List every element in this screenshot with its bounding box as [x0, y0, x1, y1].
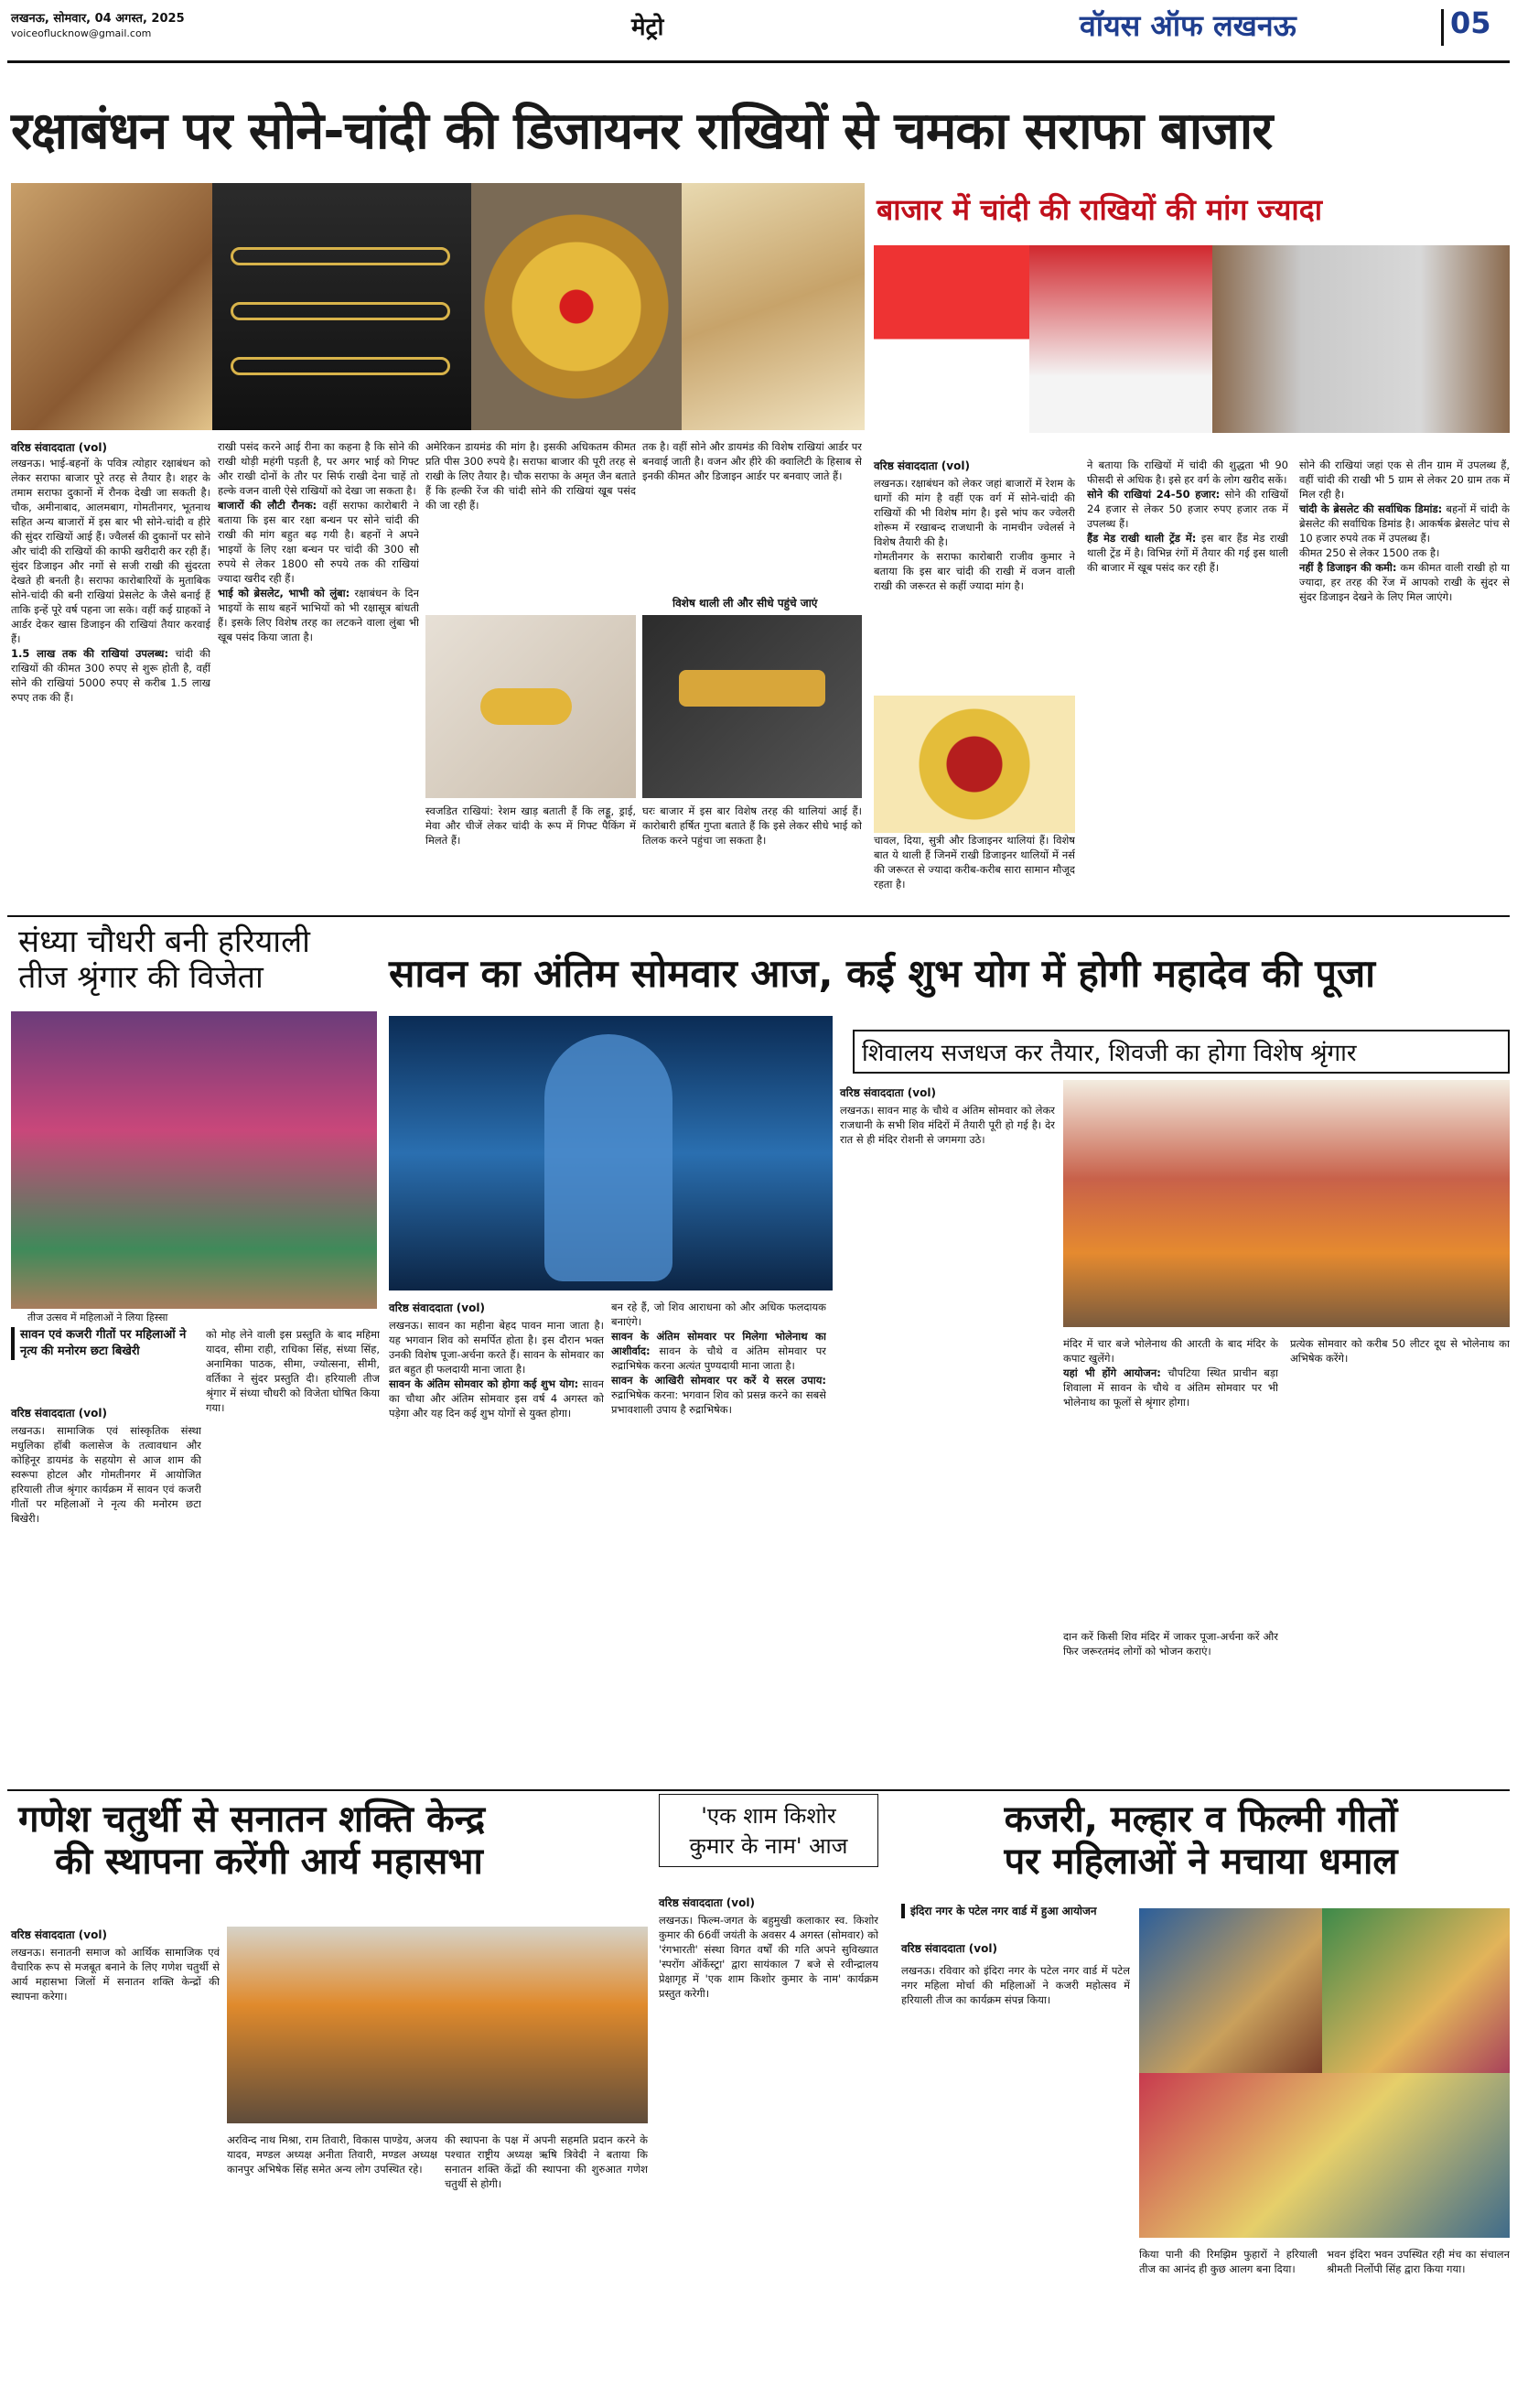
story1-col3: अमेरिकन डायमंड की मांग है। इसकी अधिकतम कीमत प्रति पीस 300 रुपये है। सराफा बाजार की पूरी तरह से राखी के लिए तैयार है। चौक सराफा के अमृत जैन बताते हैं कि हल्की रेंज की चांदी सोने की राखियां खूब पसंद की जा रही हैं।	[425, 440, 636, 512]
story3-headline: संध्या चौधरी बनी हरियाली तीज श्रृंगार की विजेता	[18, 923, 310, 997]
story1-caption-plate: घरः बाजार में इस बार विशेष तरह की थालियां आई हैं। कारोबारी हर्षित गुप्ता बताते हैं कि इसे लेकर सीधे भाई को तिलक करने पहुंचा जा सकता है।	[642, 804, 862, 847]
story3-photo-caption: तीज उत्सव में महिलाओं ने लिया हिस्सा	[27, 1312, 168, 1323]
story2-col2: चावल, दिया, सुत्री और डिजाइनर थालियां हैं। विशेष बात ये थाली हैं जिनमें राखी डिजाइनर थालियों में नर्स की जरूरत से ज्यादा करीब-करीब सारा सामान मौजूद रहता है।	[874, 834, 1075, 891]
story6-col1: लखनऊ। सनातनी समाज को आर्थिक सामाजिक एवं वैचारिक रूप से मजबूत बनाने के लिए गणेश चतुर्थी से आर्य महासभा जिलों में सनातन शक्ति केन्द्रों की स्थापना करेगा।	[11, 1946, 220, 2003]
story1-col2: राखी पसंद करने आई रीना का कहना है कि सोने की राखी थोड़ी महंगी पड़ती है, पर अगर भाई को गिफ्ट और राखी दोनों के तौर पर सिर्फ राखी देना चाहें तो हल्के वजन वाली ऐसे राखियों को देखा जा सकता है। बाजारों की लौटी रौनक: वहीं सराफा कारोबारी ने बताया कि इस बार रक्षा बन्धन पर सोने चांदी की राखी की मांग बहुत बढ़ गयी है। बहनों ने अपने भाइयों के लिए रक्षा बन्धन पर चांदी की 300 सौ रुपये से लेकर 1800 सौ रुपये तक की राखियां ज्यादा खरीद रही हैं। भाई को ब्रेसलेट, भाभी को लुंबा: रक्षाबंधन के दिन भाइयों के साथ बहनें भाभियों को भी रक्षासूत्र बांधती हैं। इसके लिए विशेष तरह का लटकने वाला लुंबा भी खूब पसंद किया जाता है।	[218, 440, 419, 643]
photo-gold-bracelet-wrist	[11, 183, 212, 430]
story3-col2: को मोह लेने वाली इस प्रस्तुति के बाद महिमा यादव, सीमा राही, राधिका सिंह, संध्या सिंह, अनामिका पाठक, सीमा, ज्योत्सना, सीमी, वर्तिका ने सुंदर प्रस्तुति दी। हरियाली तीज श्रृंगार में संध्या चौधरी को विजेता घोषित किया गया।	[206, 1328, 380, 1414]
photo-rakhi-thali	[642, 615, 862, 798]
story1-col4-sub: विशेष थाली ली और सीधे पहुंचे जाएं	[672, 597, 818, 610]
story3-byline: वरिष्ठ संवाददाता (vol)	[11, 1407, 107, 1420]
story1-col4: तक है। वहीं सोने और डायमंड की विशेष राखियां आर्डर पर बनवाई जाती है। वजन और हीरे की क्वालिटी के हिसाब से इनकी कीमत और डिजाइन आर्डर पर बनवाए जाते हैं।	[642, 440, 862, 482]
story1-byline: वरिष्ठ संवाददाता (vol)	[11, 441, 107, 454]
story7-byline: वरिष्ठ संवाददाता (vol)	[659, 1896, 755, 1909]
photo-shiva	[389, 1016, 833, 1290]
page-number: 05	[1450, 5, 1491, 40]
photo-jewellery-display	[682, 183, 865, 430]
story3-kicker: सावन एवं कजरी गीतों पर महिलाओं ने नृत्य की मनोरम छटा बिखेरी	[11, 1327, 203, 1360]
story5-headline: शिवालय सजधज कर तैयार, शिवजी का होगा विशेष श्रृंगार	[853, 1030, 1510, 1074]
story2-byline: वरिष्ठ संवाददाता (vol)	[874, 459, 970, 472]
story3-col1: लखनऊ। सामाजिक एवं सांस्कृतिक संस्था मधुलिका हॉबी कलासेज के तत्वावधान और कोहिनूर डायमंड के सहयोग से आज शाम की स्वरूपा होटल और गोमतीनगर में आयोजित हरियाली तीज श्रृंगार कार्यक्रम में सावन एवं कजरी गीतों पर महिलाओं ने नृत्य की मनोरम छटा बिखेरी।	[11, 1424, 201, 1525]
masthead-section: मेट्रो	[631, 14, 664, 41]
photo-rakhi-on-pebbles	[425, 615, 636, 798]
story6-col3: की स्थापना के पक्ष में अपनी सहमति प्रदान करने के पश्चात राष्ट्रीय अध्यक्ष ऋषि त्रिवेदी ने बताया कि सनातन शक्ति केंद्रों की स्थापना की शुरुआत गणेश चतुर्थी से होगी।	[445, 2133, 648, 2190]
story5-col4: प्रत्येक सोमवार को करीब 50 लीटर दूध से भोलेनाथ का अभिषेक करेंगे।	[1290, 1337, 1510, 1365]
story5-col1: लखनऊ। सावन माह के चौथे व अंतिम सोमवार को लेकर राजधानी के सभी शिव मंदिरों में तैयारी पूरी हो गई है। देर रात से ही मंदिर रोशनी से जगमगा उठे।	[840, 1104, 1055, 1146]
story4-byline: वरिष्ठ संवाददाता (vol)	[389, 1301, 485, 1314]
story6-col2: अरविन्द नाथ मिश्रा, राम तिवारी, विकास पाण्डेय, अजय यादव, मण्डल अध्यक्ष अनीता तिवारी, मण्डल अध्यक्ष कानपुर अभिषेक सिंह समेत अन्य लोग उपस्थित रहे।	[227, 2133, 437, 2176]
story8-byline: वरिष्ठ संवाददाता (vol)	[901, 1942, 997, 1955]
photo-silver-rakhis-3	[1212, 245, 1510, 433]
story8-headline: कजरी, मल्हार व फिल्मी गीतों पर महिलाओं ने मचाया धमाल	[1004, 1798, 1398, 1883]
masthead-date: लखनऊ, सोमवार, 04 अगस्त, 2025	[11, 12, 185, 26]
gold-rakhi-shape	[231, 302, 450, 320]
rakhi-om-shape	[480, 688, 572, 725]
story8-col1: लखनऊ। रविवार को इंदिरा नगर के पटेल नगर वार्ड में पटेल नगर महिला मोर्चा की महिलाओं ने कजरी महोत्सव में हरियाली तीज का कार्यक्रम संपन्न किया।	[901, 1964, 1130, 2006]
story1-col1: लखनऊ। भाई-बहनों के पवित्र त्योहार रक्षाबंधन को लेकर सराफा बाजार पूरे तरह से तैयार है। शहर के तमाम सराफा दुकानों में रौनक देखी जा सकती है। चौक, अमीनाबाद, आलमबाग, गोमतीनगर, भूतनाथ सहित अन्य बाजारों में इस बार भी सोने-चांदी व हीरे की सुंदर राखियों आई हैं। ज्वैलर्स की दुकानों पर सोने और चांदी की राखियों की काफी खरीदारी कर रही हैं। सुंदर डिजाइन और नगों से सजी राखी की सुंदरता देखते ही बनती है। सराफा कारोबारियों के मुताबिक सोने-चांदी की बनी राखियां प्रेसलेट के जैसे बनाई हैं ताकि इन्हें पूरे वर्ष पहना जा सके। वहीं कई ग्राहकों ने आर्डर देकर खास डिजाइन की राखियां तैयार करवाई हैं। 1.5 लाख तक की राखियां उपलब्ध: चांदी की राखियों की कीमत 300 रुपए से शुरू होती है, वहीं सोने की राखियां 5000 रुपए से करीब 1.5 लाख रुपए तक की हैं।	[11, 457, 210, 704]
story2-headline: बाजार में चांदी की राखियों की मांग ज्यादा	[877, 192, 1322, 227]
section-rule	[7, 1789, 1510, 1791]
photo-thali-red	[874, 696, 1075, 833]
story6-headline: गणेश चतुर्थी से सनातन शक्ति केन्द्र की स्थापना करेंगी आर्य महासभा	[18, 1798, 486, 1883]
masthead-email: voiceoflucknow@gmail.com	[11, 27, 152, 39]
masthead-rule	[7, 60, 1510, 63]
story2-col1: लखनऊ। रक्षाबंधन को लेकर जहां बाजारों में रेशम के धागों की मांग है वहीं एक वर्ग में सोने-चांदी की राखियों की भी विशेष मांग है। इसे भांप कर ज्वेलरी शोरूम में रखाबन्द राजधानी के नामचीन ज्वेलर्स ने विशेष तैयारी की है। गोमतीनगर के सराफा कारोबारी राजीव कुमार ने बताया कि इस बार चांदी की राखी में वजन वाली राखी की जरूरत से कहीं ज्यादा मांग है।	[874, 477, 1075, 592]
gold-rakhi-shape	[231, 357, 450, 375]
photo-teej-group	[11, 1011, 377, 1309]
story4-col2: बन रहे हैं, जो शिव आराधना को और अधिक फलदायक बनाएंगे। सावन के अंतिम सोमवार पर मिलेगा भोलेनाथ का आशीर्वाद: सावन के चौथे व अंतिम सोमवार पर रुद्राभिषेक करना अत्यंत पुण्यदायी माना जाता है। सावन के आखिरी सोमवार पर करें ये सरल उपाय: रुद्राभिषेक करना: भगवान शिव को प्रसन्न करने का सबसे प्रभावशाली उपाय है रुद्राभिषेक।	[611, 1301, 826, 1416]
gold-rakhi-shape	[231, 247, 450, 265]
story8-col2: किया पानी की रिमझिम फुहारों ने हरियाली तीज का आनंद ही कुछ आलग बना दिया।	[1139, 2248, 1318, 2275]
masthead-paper-name: वॉयस ऑफ लखनऊ	[1080, 8, 1296, 43]
story7-col1: लखनऊ। फिल्म-जगत के बहुमुखी कलाकार स्व. किशोर कुमार की 66वीं जयंती के अवसर 4 अगस्त (सोमवार) को 'रंगभारती' संस्था विगत वर्षों की गति अपने सुविख्यात 'स्परोंग ऑर्केस्ट्रा' द्वारा सायंकाल 7 बजे से रवीन्द्रालय प्रेक्षागृह में 'एक शाम किशोर कुमार के नाम' कार्यक्रम प्रस्तुत करेगी।	[659, 1914, 878, 2000]
story5-col3: मंदिर में चार बजे भोलेनाथ की आरती के बाद मंदिर के कपाट खुलेंगे। यहां भी होंगे आयोजन: चौपटिया स्थित प्राचीन बड़ा शिवाला में सावन के चौथे व अंतिम सोमवार पर भी भोलेनाथ का फूलों से श्रृंगार होगा।	[1063, 1337, 1278, 1409]
story7-headline: 'एक शाम किशोर कुमार के नाम' आज	[659, 1794, 878, 1867]
story6-byline: वरिष्ठ संवाददाता (vol)	[11, 1928, 107, 1941]
photo-women-group-2	[1322, 1908, 1510, 2073]
story8-kicker: इंदिरा नगर के पटेल नगर वार्ड में हुआ आयोजन	[901, 1904, 1130, 1918]
story2-col3: ने बताया कि राखियों में चांदी की शुद्धता भी 90 फीसदी से अधिक है। इसे हर वर्ग के लोग खरीद सकें। सोने की राखियां 24-50 हजार: सोने की राखियों 24 हजार से लेकर 50 हजार रुपए हजार तक में उपलब्ध हैं। हैंड मेड राखी थाली ट्रेंड में: इस बार हैंड मेड राखी थाली ट्रेंड में है। विभिन्न रंगों में तैयार की गई इस थाली की बाजार में खूब पसंद कर रही हैं।	[1087, 459, 1288, 574]
photo-arya-mahasabha-meeting	[227, 1927, 648, 2123]
rakhi-brother-shape	[679, 670, 825, 707]
photo-silver-rakhis-1	[874, 245, 1029, 433]
story4-col1: लखनऊ। सावन का महीना बेहद पावन माना जाता है। यह भगवान शिव को समर्पित होता है। इस दौरान भक्त उनकी विशेष पूजा-अर्चना करते हैं। सावन के सोमवार का व्रत बहुत ही फलदायी माना जाता है। सावन के अंतिम सोमवार को होगा कई शुभ योग: सावन का चौथा और अंतिम सोमवार इस वर्ष 4 अगस्त को पड़ेगा और यह दिन कई शुभ योगों से युक्त होगा।	[389, 1319, 604, 1420]
masthead	[0, 0, 1517, 62]
photo-women-group-1	[1139, 1908, 1322, 2073]
story1-headline: रक्षाबंधन पर सोने-चांदी की डिजायनर राखियों से चमका सराफा बाजार	[11, 102, 1273, 161]
photo-gold-rakhis-dark	[212, 183, 471, 430]
photo-silver-rakhis-2	[1029, 245, 1212, 433]
story5-col2: दान करें किसी शिव मंदिर में जाकर पूजा-अर्चना करें और फिर जरूरतमंद लोगों को भोजन कराएं।	[1063, 1630, 1278, 1658]
story5-byline: वरिष्ठ संवाददाता (vol)	[840, 1086, 936, 1099]
story8-col3: भवन इंदिरा भवन उपस्थित रही मंच का संचालन श्रीमती निर्लोपी सिंह द्वारा किया गया।	[1327, 2248, 1510, 2275]
story4-headline: सावन का अंतिम सोमवार आज, कई शुभ योग में होगी महादेव की पूजा	[389, 951, 1376, 996]
section-rule	[7, 915, 1510, 917]
photo-women-group-3	[1139, 2073, 1510, 2238]
photo-gold-rakhi-closeup	[471, 183, 682, 430]
photo-shiv-temple	[1063, 1080, 1510, 1327]
story1-caption-rakhi: स्वजडित राखियां: रेशम खाड़ बताती हैं कि लड्डू, ड्राई, मेवा और चीजें लेकर चांदी के रूप में गिफ्ट पैकिंग में मिलते हैं।	[425, 804, 636, 847]
story2-col4: सोने की राखियां जहां एक से तीन ग्राम में उपलब्ध हैं, वहीं चांदी की राखी भी 5 ग्राम से लेकर 20 ग्राम तक में मिल रही है। चांदी के ब्रेसलेट की सर्वाधिक डिमांड: बहनों में चांदी के ब्रेसलेट की सर्वाधिक डिमांड है। आकर्षक ब्रेसलेट पांच से 10 हजार रुपये तक में उपलब्ध हैं। कीमत 250 से लेकर 1500 तक है। नहीं है डिजाइन की कमी: कम कीमत वाली राखी हो या ज्यादा, हर तरह की रेंज में आपको राखी के सुंदर से सुंदर डिजाइन देखने के लिए मिल जाएंगे।	[1299, 459, 1510, 603]
shiva-figure-shape	[544, 1034, 672, 1281]
